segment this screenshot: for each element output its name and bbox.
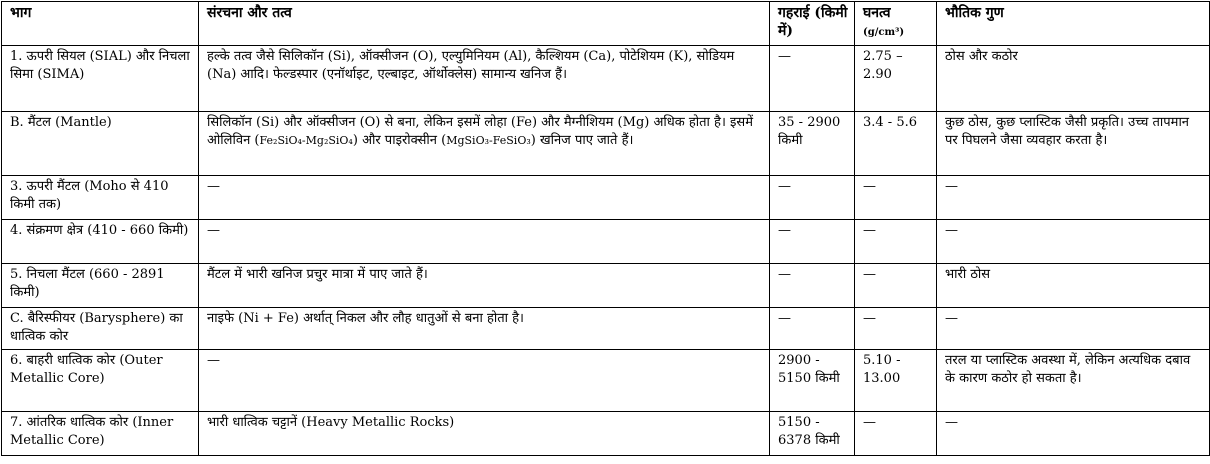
cell-part: 3. ऊपरी मैंटल (Moho से 410 किमी तक) — [2, 176, 199, 220]
cell-structure — [199, 112, 770, 176]
structure-text-c: ) खनिज पाए जाते हैं। — [530, 133, 634, 148]
cell-depth: — — [770, 46, 855, 112]
cell-part: 6. बाहरी धात्विक कोर (Outer Metallic Core) — [2, 350, 199, 412]
cell-part: 1. ऊपरी सियल (SIAL) और निचला सिमा (SIMA) — [2, 46, 199, 112]
cell-structure: — — [199, 176, 770, 220]
cell-part: B. मैंटल (Mantle) — [2, 112, 199, 176]
cell-density: — — [855, 308, 937, 350]
table-row — [2, 220, 1210, 264]
cell-properties: भारी ठोस — [937, 264, 1210, 308]
cell-part: 5. निचला मैंटल (660 - 2891 किमी) — [2, 264, 199, 308]
cell-properties: — — [937, 308, 1210, 350]
cell-depth: — — [770, 176, 855, 220]
header-density-label: घनत्व — [863, 5, 891, 21]
header-part: भाग — [2, 2, 199, 46]
table-row — [2, 308, 1210, 350]
cell-properties: — — [937, 220, 1210, 264]
cell-properties: तरल या प्लास्टिक अवस्था में, लेकिन अत्यधिक दबाव के कारण कठोर हो सकता है। — [937, 350, 1210, 412]
cell-depth: 5150 - 6378 किमी — [770, 412, 855, 456]
cell-density: — — [855, 264, 937, 308]
cell-density: — — [855, 412, 937, 456]
formula-pyroxene: MgSiO₃-FeSiO₃ — [446, 134, 531, 147]
header-density — [855, 2, 937, 46]
table-row — [2, 176, 1210, 220]
cell-density: — — [855, 176, 937, 220]
cell-depth: — — [770, 308, 855, 350]
table-row — [2, 264, 1210, 308]
cell-structure: भारी धात्विक चट्टानें (Heavy Metallic Rocks) — [199, 412, 770, 456]
cell-density: 2.75 – 2.90 — [855, 46, 937, 112]
structure-text-a: सिलिकॉन (Si) और ऑक्सीजन (O) से बना, लेकिन इसमें लोहा (Fe) और मैग्नीशियम (Mg) अधिक होता है। इसमें ओलिविन ( — [207, 115, 753, 148]
cell-structure: — — [199, 350, 770, 412]
cell-structure: हल्के तत्व जैसे सिलिकॉन (Si), ऑक्सीजन (O), एल्युमिनियम (Al), कैल्शियम (Ca), पोटेशियम (K), सोडियम (Na) आदि। फेल्डस्पार (एनॉर्थाइट, एल्बाइट, ऑर्थोक्लेस) सामान्य खनिज हैं। — [199, 46, 770, 112]
cell-depth: 35 - 2900 किमी — [770, 112, 855, 176]
header-density-unit: (g/cm³) — [863, 27, 905, 38]
cell-part: 7. आंतरिक धात्विक कोर (Inner Metallic Core) — [2, 412, 199, 456]
cell-density: 5.10 - 13.00 — [855, 350, 937, 412]
header-structure: संरचना और तत्व — [199, 2, 770, 46]
table-row — [2, 412, 1210, 456]
cell-properties: — — [937, 412, 1210, 456]
table-row — [2, 46, 1210, 112]
cell-properties: कुछ ठोस, कुछ प्लास्टिक जैसी प्रकृति। उच्च तापमान पर पिघलने जैसा व्यवहार करता है। — [937, 112, 1210, 176]
cell-density: 3.4 - 5.6 — [855, 112, 937, 176]
cell-depth: 2900 - 5150 किमी — [770, 350, 855, 412]
header-row — [2, 2, 1210, 46]
earth-layers-table — [1, 1, 1210, 456]
cell-depth: — — [770, 264, 855, 308]
cell-part: 4. संक्रमण क्षेत्र (410 - 660 किमी) — [2, 220, 199, 264]
table-row — [2, 350, 1210, 412]
cell-structure: — — [199, 220, 770, 264]
cell-properties: — — [937, 176, 1210, 220]
table-row — [2, 112, 1210, 176]
header-depth: गहराई (किमी में) — [770, 2, 855, 46]
cell-structure: मैंटल में भारी खनिज प्रचुर मात्रा में पाए जाते हैं। — [199, 264, 770, 308]
cell-density: — — [855, 220, 937, 264]
cell-structure: नाइफे (Ni + Fe) अर्थात् निकल और लौह धातुओं से बना होता है। — [199, 308, 770, 350]
cell-properties: ठोस और कठोर — [937, 46, 1210, 112]
cell-depth: — — [770, 220, 855, 264]
cell-part: C. बैरिस्फीयर (Barysphere) का धात्विक कोर — [2, 308, 199, 350]
formula-olivine: Fe₂SiO₄-Mg₂SiO₄ — [259, 134, 353, 147]
header-properties: भौतिक गुण — [937, 2, 1210, 46]
structure-text-b: ) और पाइरोक्सीन ( — [352, 133, 447, 148]
